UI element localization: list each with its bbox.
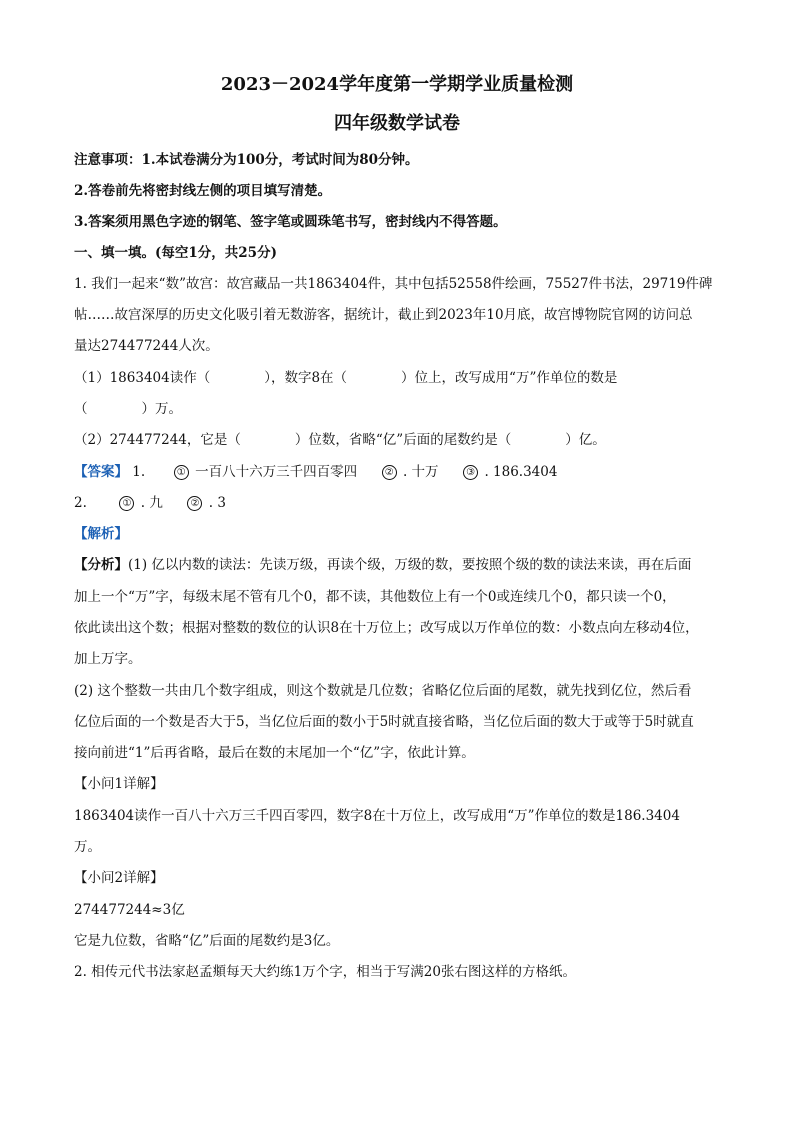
analysis-line-2: 加上一个“万”字，每级末尾不管有几个0，都不读，其他数位上有一个0或连续几个0，都只读一个0，	[74, 589, 676, 605]
analysis-line-6: 亿位后面的一个数是否大于5，当亿位后面的数小于5时就直接省略，当亿位后面的数大于或等于5时就直	[74, 714, 694, 730]
answer-label: 【答案】	[74, 464, 128, 480]
detail-2-label: 【小问2详解】	[74, 870, 164, 886]
analysis-line-3: 依此读出这个数；根据对整数的数位的认识8在十万位上；改写成以万作单位的数：小数点向左移动4位，	[74, 620, 699, 636]
notes-label: 注意事项：	[74, 152, 142, 168]
analysis-line-7: 接向前进“1”后再省略，最后在数的末尾加一个“亿”字，依此计算。	[74, 745, 475, 761]
detail-2-line-2: 它是九位数，省略“亿”后面的尾数约是3亿。	[74, 933, 340, 949]
q1-stem-line-3: 量达274477244人次。	[74, 338, 219, 354]
detail-2-line-1: 274477244≈3亿	[74, 902, 185, 918]
notes-item-3: 3.答案须用黑色字迹的钢笔、签字笔或圆珠笔书写，密封线内不得答题。	[74, 214, 507, 230]
answer-1-value-3: . 186.3404	[484, 464, 558, 480]
q1-part1-line-1: （1）1863404读作（ ），数字8在（ ）位上，改写成用“万”作单位的数是	[74, 370, 618, 386]
notes-item-1: 1.本试卷满分为100分，考试时间为80分钟。	[141, 152, 419, 168]
detail-1-label: 【小问1详解】	[74, 776, 164, 792]
analysis-tag: 【分析】	[74, 557, 128, 573]
q1-stem-line-2: 帖……故宫深厚的历史文化吸引着无数游客，据统计，截止到2023年10月底，故宫博物院官网的访问总	[74, 307, 693, 323]
exam-subtitle: 四年级数学试卷	[334, 113, 460, 134]
detail-1-line-2: 万。	[74, 839, 101, 855]
notes-item-2: 2.答卷前先将密封线左侧的项目填写清楚。	[74, 183, 332, 199]
notes-line-1	[74, 150, 734, 170]
answer-2-marker-2: ②	[187, 496, 202, 511]
answer-1-value-2: . 十万	[402, 464, 439, 480]
q2-stem-line-1: 2. 相传元代书法家赵孟頫每天大约练1万个字，相当于写满20张右图这样的方格纸。	[74, 964, 576, 980]
analysis-label: 【解析】	[74, 526, 128, 542]
answer-1-marker-1: ①	[174, 465, 189, 480]
analysis-line-5: (2) 这个整数一共由几个数字组成，则这个数就是几位数；省略亿位后面的尾数，就先找到亿位，然后看	[74, 683, 692, 699]
analysis-line-1	[74, 555, 734, 575]
answer-1-marker-2: ②	[382, 465, 397, 480]
section-1-heading: 一、填一填。(每空1分，共25分)	[74, 245, 277, 261]
answer-1-marker-3: ③	[463, 465, 478, 480]
q1-answer-line-2	[74, 493, 734, 513]
answer-2-value-2: . 3	[208, 495, 226, 511]
answer-2-number: 2.	[74, 495, 87, 511]
q1-answer-line-1	[74, 462, 734, 482]
analysis-line-4: 加上万字。	[74, 651, 142, 667]
detail-1-line-1: 1863404读作一百八十六万三千四百零四，数字8在十万位上，改写成用“万”作单位的数是186.3404	[74, 808, 680, 824]
analysis-text-1: (1) 亿以内数的读法：先读万级，再读个级，万级的数，要按照个级的数的读法来读，再在后面	[128, 557, 692, 573]
exam-title: 2023－2024学年度第一学期学业质量检测	[220, 74, 574, 95]
answer-2-value-1: . 九	[140, 495, 163, 511]
q1-part1-line-2: （ ）万。	[74, 401, 182, 417]
q1-stem-line-1: 1. 我们一起来“数”故宫：故宫藏品一共1863404件，其中包括52558件绘画，75527件书法，29719件碑	[74, 276, 713, 292]
q1-part2-line-1: （2）274477244，它是（ ）位数，省略“亿”后面的尾数约是（ ）亿。	[74, 432, 606, 448]
answer-1-value-1: 一百八十六万三千四百零四	[195, 464, 358, 480]
answer-2-marker-1: ①	[119, 496, 134, 511]
answer-1-number: 1.	[132, 464, 146, 480]
